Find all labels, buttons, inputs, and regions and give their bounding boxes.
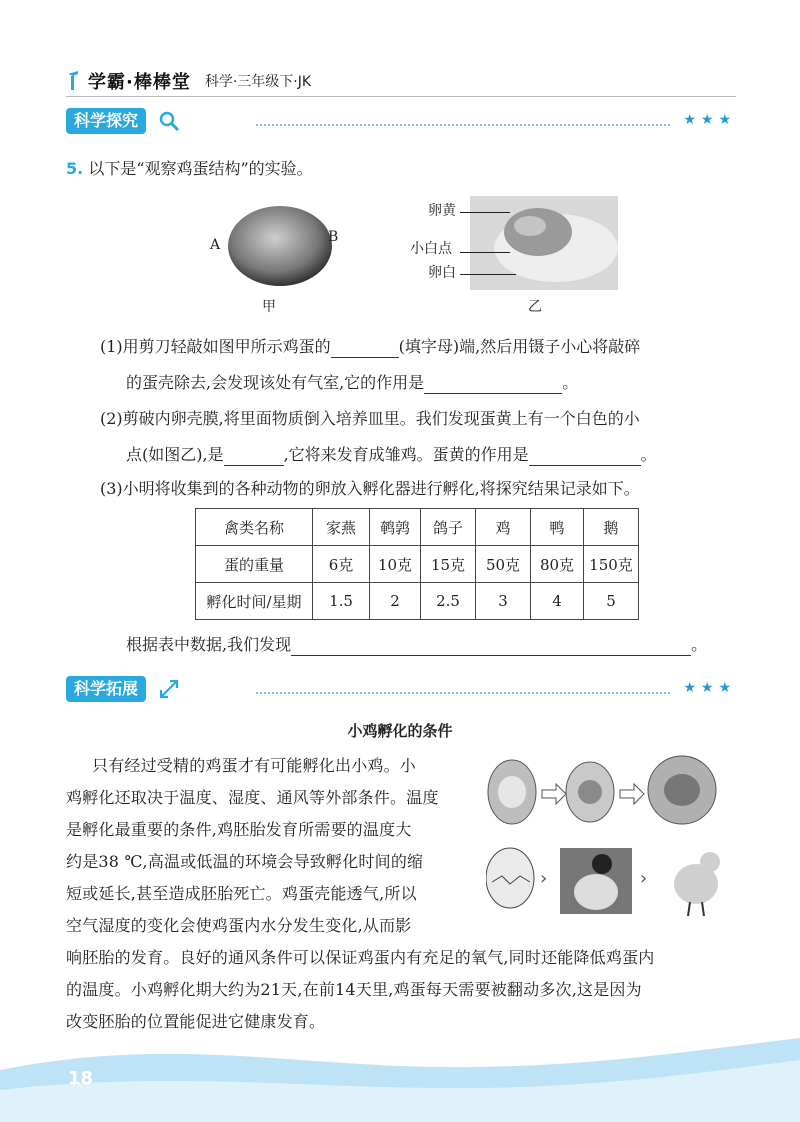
table-cell: 80克 bbox=[531, 546, 584, 583]
expand-arrows-icon bbox=[158, 678, 180, 700]
subquestion-1-line1 bbox=[100, 336, 640, 358]
table-cell: 禽类名称 bbox=[196, 509, 313, 546]
para-line: 改变胚胎的位置能促进它健康发育。 bbox=[66, 1012, 326, 1031]
text: 点(如图乙),是 bbox=[126, 445, 224, 464]
text: 。 bbox=[562, 373, 579, 392]
section-bar-extension bbox=[66, 676, 740, 702]
table-cell: 15克 bbox=[421, 546, 476, 583]
table-cell: 鹌鹑 bbox=[370, 509, 421, 546]
answer-blank[interactable] bbox=[529, 447, 641, 466]
table-cell: 150克 bbox=[584, 546, 639, 583]
table-row bbox=[196, 583, 639, 620]
header-divider bbox=[66, 96, 736, 97]
magnifier-icon bbox=[158, 110, 180, 132]
text: 。 bbox=[691, 635, 708, 654]
table-cell: 鸭 bbox=[531, 509, 584, 546]
table-cell: 6克 bbox=[313, 546, 370, 583]
text: (1)用剪刀轻敲如图甲所示鸡蛋的 bbox=[100, 337, 331, 356]
section-bar-explore bbox=[66, 108, 740, 134]
table-cell: 10克 bbox=[370, 546, 421, 583]
reading-title: 小鸡孵化的条件 bbox=[347, 722, 453, 740]
egg-image bbox=[208, 200, 348, 290]
answer-blank[interactable] bbox=[291, 637, 691, 656]
section-title: 科学探究 bbox=[66, 108, 146, 134]
dotted-divider bbox=[256, 692, 670, 694]
text: ,它将来发育成雏鸡。蛋黄的作用是 bbox=[283, 445, 529, 464]
table-cell: 2.5 bbox=[421, 583, 476, 620]
answer-blank[interactable] bbox=[224, 447, 284, 466]
text: 。 bbox=[640, 445, 657, 464]
question-text: 以下是“观察鸡蛋结构”的实验。 bbox=[88, 159, 313, 178]
page-header bbox=[66, 68, 311, 94]
question-intro bbox=[66, 158, 313, 180]
caption-yi: 乙 bbox=[528, 299, 542, 315]
label-yolk: 卵黄 bbox=[428, 203, 456, 219]
hatching-sequence bbox=[486, 752, 740, 922]
page-number: 18 bbox=[68, 1068, 94, 1089]
figure-whole-egg bbox=[208, 200, 348, 300]
answer-blank[interactable] bbox=[331, 339, 399, 358]
table-cell: 3 bbox=[476, 583, 531, 620]
hatching-stages-image bbox=[486, 752, 740, 922]
table-cell: 50克 bbox=[476, 546, 531, 583]
difficulty-stars: ★★★ bbox=[683, 112, 736, 128]
pointer-line bbox=[460, 212, 510, 213]
brand-title: 学霸·棒棒堂 bbox=[88, 72, 191, 93]
para-line: 约是38 ℃,高温或低温的环境会导致孵化时间的缩 bbox=[66, 852, 424, 871]
dotted-divider bbox=[256, 124, 670, 126]
question-number: 5. bbox=[66, 159, 84, 178]
section-title: 科学拓展 bbox=[66, 676, 146, 702]
para-line: 的温度。小鸡孵化期大约为21天,在前14天里,鸡蛋每天需要被翻动多次,这是因为 bbox=[66, 980, 642, 999]
label-b: B bbox=[328, 229, 339, 245]
para-line: 鸡孵化还取决于温度、湿度、通风等外部条件。温度 bbox=[66, 788, 439, 807]
table-cell: 2 bbox=[370, 583, 421, 620]
text: 根据表中数据,我们发现 bbox=[126, 635, 292, 654]
svg-text:›: › bbox=[540, 868, 548, 889]
cracked-egg-image bbox=[470, 196, 618, 290]
para-line: 响胚胎的发育。良好的通风条件可以保证鸡蛋内有充足的氧气,同时还能降低鸡蛋内 bbox=[66, 948, 655, 967]
table-cell: 鸽子 bbox=[421, 509, 476, 546]
figure-cracked-egg bbox=[470, 196, 618, 290]
subquestion-2-line2 bbox=[126, 444, 657, 466]
table-cell: 鹅 bbox=[584, 509, 639, 546]
para-line: 短或延长,甚至造成胚胎死亡。鸡蛋壳能透气,所以 bbox=[66, 884, 417, 903]
table-cell: 1.5 bbox=[313, 583, 370, 620]
hatching-data-table bbox=[195, 508, 639, 620]
subquestion-1-line2 bbox=[126, 372, 578, 394]
text: (填字母)端,然后用镊子小心将敲碎 bbox=[398, 337, 641, 356]
footer-wave bbox=[0, 1030, 800, 1122]
table-cell: 5 bbox=[584, 583, 639, 620]
answer-blank[interactable] bbox=[424, 375, 562, 394]
pointer-line bbox=[460, 274, 516, 275]
table-cell: 家燕 bbox=[313, 509, 370, 546]
subquestion-3: (3)小明将收集到的各种动物的卵放入孵化器进行孵化,将探究结果记录如下。 bbox=[100, 479, 640, 498]
pointer-line bbox=[460, 252, 510, 253]
table-cell: 孵化时间/星期 bbox=[196, 583, 313, 620]
svg-text:›: › bbox=[640, 868, 648, 889]
table-cell: 鸡 bbox=[476, 509, 531, 546]
book-subtitle: 科学·三年级下·JK bbox=[204, 74, 312, 90]
text: 的蛋壳除去,会发现该处有气室,它的作用是 bbox=[126, 373, 425, 392]
table-cell: 4 bbox=[531, 583, 584, 620]
table-cell: 蛋的重量 bbox=[196, 546, 313, 583]
table-row bbox=[196, 509, 639, 546]
table-row bbox=[196, 546, 639, 583]
caption-jia: 甲 bbox=[262, 299, 276, 315]
difficulty-stars: ★★★ bbox=[683, 680, 736, 696]
graduation-cap-icon bbox=[66, 70, 80, 92]
para-line: 只有经过受精的鸡蛋才有可能孵化出小鸡。小 bbox=[92, 756, 417, 775]
label-white-dot: 小白点 bbox=[410, 241, 452, 257]
label-a: A bbox=[210, 237, 221, 253]
conclusion-line bbox=[126, 634, 707, 656]
para-line: 空气湿度的变化会使鸡蛋内水分发生变化,从而影 bbox=[66, 916, 412, 935]
subquestion-2-line1: (2)剪破内卵壳膜,将里面物质倒入培养皿里。我们发现蛋黄上有一个白色的小 bbox=[100, 409, 640, 428]
label-albumen: 卵白 bbox=[428, 265, 456, 281]
para-line: 是孵化最重要的条件,鸡胚胎发育所需要的温度大 bbox=[66, 820, 412, 839]
